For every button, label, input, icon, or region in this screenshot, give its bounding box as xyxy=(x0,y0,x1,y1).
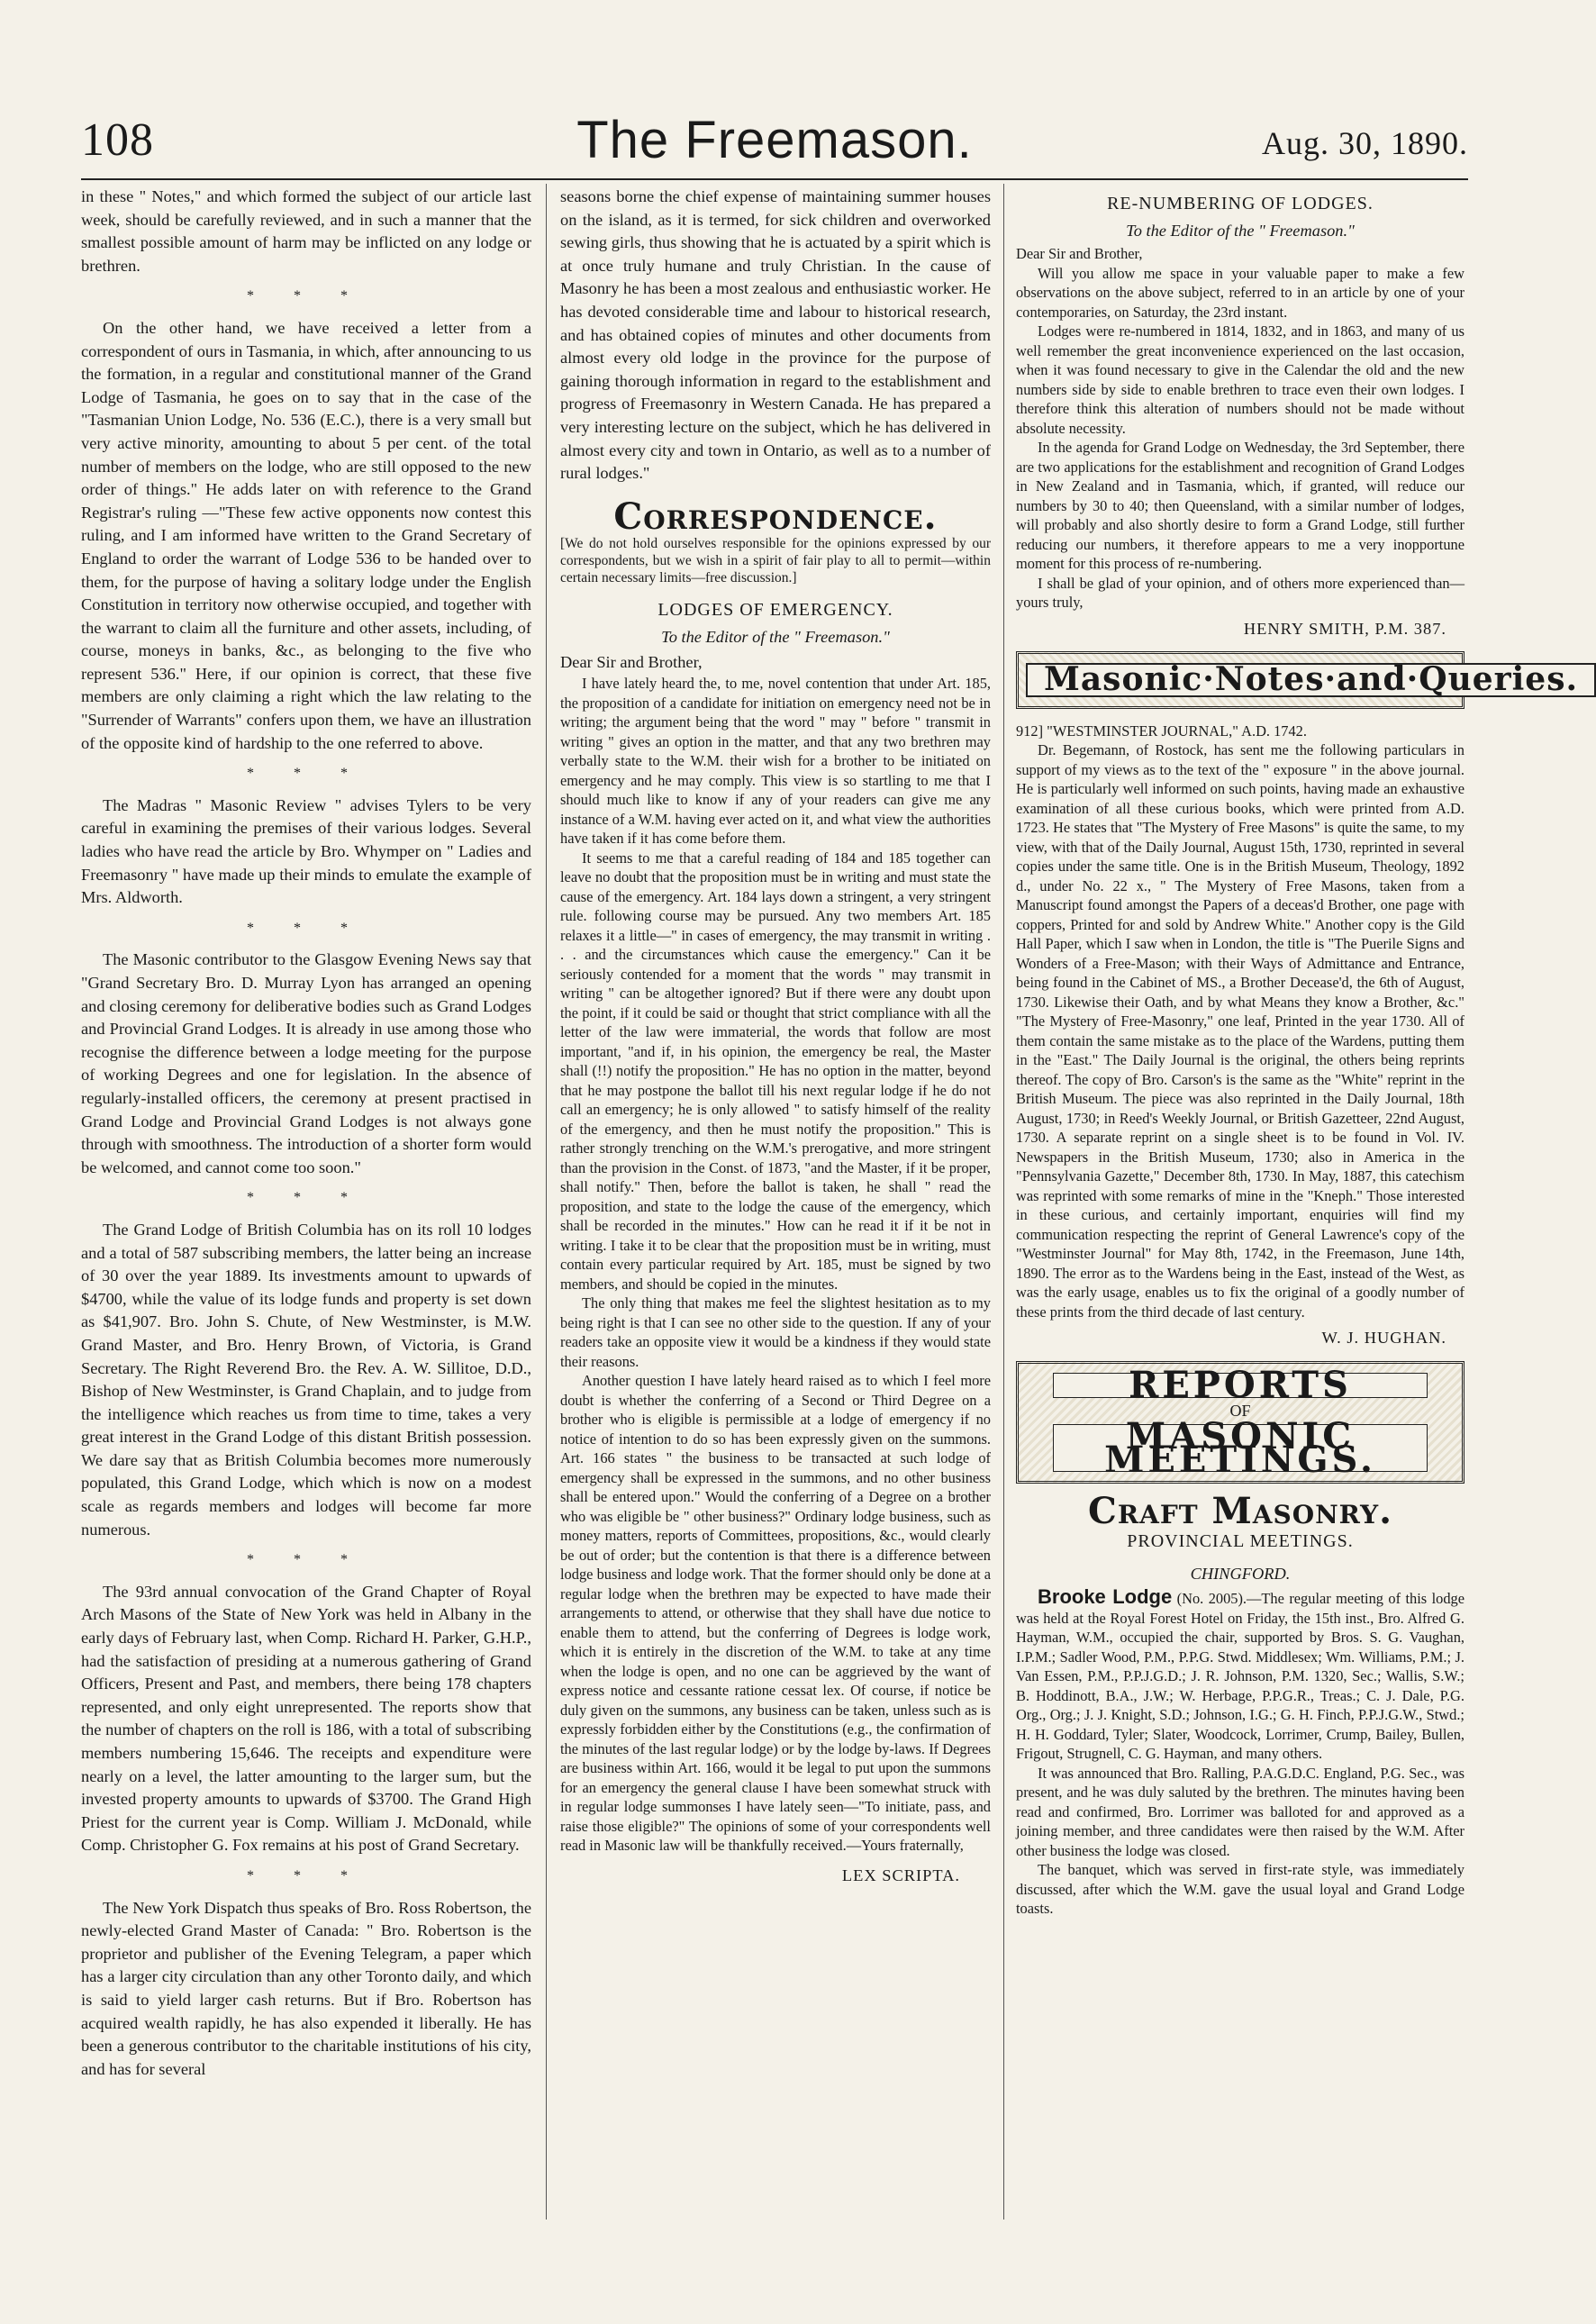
paragraph: The Madras " Masonic Review " advises Tylers to be very careful in examining the premises of their various lodges. Several ladies who have read the article by Bro. Whymper on " Ladies and Freemasonry " have made up their minds to emulate the example of Mrs. Aldworth. xyxy=(81,795,531,907)
query-title: 912] "WESTMINSTER JOURNAL," A.D. 1742. xyxy=(1016,722,1307,740)
paragraph: The New York Dispatch thus speaks of Bro. Ross Robertson, the newly-elected Grand Master of Canada: " Bro. Robertson is the proprietor and publisher of the Evening Telegram, a paper which has a larger city circulation than any other Toronto daily, and which is said to yield larger cash returns. But if Bro. Robertson has acquired wealth rapidly, he has also expended it liberally. He has been a generous contributor to the charitable institutions of his city, and has for several xyxy=(81,1898,531,2078)
masonic-notes-queries-banner xyxy=(1016,651,1578,709)
letter-signature: LEX SCRIPTA. xyxy=(841,1866,960,1884)
paragraph: Another question I have lately heard raised as to which I feel more doubt is whether the conferring of a Second or Third Degree on a brother who is eligible is permissible at a lodge of emergency if no notice of intention to do so has been expressly given on the summons. Art. 166 states " the business to be transacted at such lodge of emergency shall be expressed in the summons, and no other business shall be entered upon." Would the conferring of a Degree on a brother who was eligible be " other business?" Ordinary lodge business, such as money matters, reports of Committees, propositions, &c., would clearly be out of order; but the contention is that there is a difference between lodge business and lodge work. That the former should only be done at a regular lodge when the brethren may be expected to have made their arrangements to attend, or otherwise that they shall have due notice to enable them to attend, but the conferring of Degrees is lodge work, which it is entirely in the discretion of the W.M. to take at any time when the lodge is open, and no one can be aggrieved by the want of express notice and cessante ratione cessat lex. Of course, if notice be duly given on the summons, any business can be taken, unless such as is expressly forbidden either by the Constitutions (e.g., the confirmation of the minutes of the last regular lodge) or by the lodge by-laws. If Degrees are business within Art. 166, would it be legal to put upon the summons for an emergency the general clause I have been somewhat struck with in regular lodge summonses I have lately seen—"To initiate, pass, and raise those eligible?" The opinions of some of your correspondents well read in Masonic law will be thankfully received.—Yours fraternally, xyxy=(560,1372,991,1855)
column-divider xyxy=(1003,184,1004,2220)
paragraph: In the agenda for Grand Lodge on Wednesday, the 3rd September, there are two applications for the establishment and recognition of Grand Lodges in New Zealand and in Tasmania, which, if granted, will reduce our numbers by 30 to 40; then Queensland, with a similar number of lodges, will probably and also shortly desire to form a Grand Lodge, still further reducing our numbers, it therefore appears to me a very inopportune moment for this process of re-numbering. xyxy=(1016,439,1465,573)
column-1 xyxy=(81,186,531,2216)
letter-title: LODGES OF EMERGENCY. xyxy=(657,600,893,621)
banner-line: OF xyxy=(1229,1401,1251,1420)
salutation: Dear Sir and Brother, xyxy=(560,652,703,671)
section-title-correspondence: Correspondence. xyxy=(613,495,938,538)
page-number: 108 xyxy=(81,114,154,166)
section-title-craft-masonry: Craft Masonry. xyxy=(1088,1490,1392,1533)
paragraph: The Masonic contributor to the Glasgow Evening News say that "Grand Secretary Bro. D. Murray Lyon has arranged an opening and closing ceremony for deliberative bodies such as Grand Lodges and Provincial Grand Lodges. It is already in use among those who recognise the difference between a lodge meeting for the purpose of working Degrees and one for legislation. In the absence of regularly-installed officers, the ceremony at present practised in Grand Lodge and Provincial Grand Lodges is not always gone through with smoothness. The introduction of a shorter form would be welcomed, and cannot come too soon." xyxy=(81,950,531,1176)
section-separator: * * * xyxy=(247,288,366,304)
paragraph: I have lately heard the, to me, novel contention that under Art. 185, the proposition of a candidate for initiation on emergency need not be in writing; the argument being that the word " may " before " transmit in writing " gives an option in the matter, and that any two brethren may verbally state to the W.M. their wish for a brother to be initiated on emergency and he may comply. This view is so startling to me that I should much like to know if any of your readers can give me any instance of a W.M. having ever acted on it, and what view the authorities have taken if it has come before them. xyxy=(560,675,991,848)
paragraph: The only thing that makes me feel the slightest hesitation as to my being right is that I can see no other side to the question. If any of your readers take an opposite view it would be a kindness if they would state their reasons. xyxy=(560,1294,991,1370)
banner-line: MASONIC MEETINGS. xyxy=(1053,1424,1428,1472)
column-2 xyxy=(560,186,991,2216)
section-separator: * * * xyxy=(247,766,366,782)
paragraph: On the other hand, we have received a letter from a correspondent of ours in Tasmania, in which, after announcing to us the formation, in a regular and constitutional manner of the Grand Lodge of Tasmania, he goes on to say that in the case of the "Tasmanian Union Lodge, No. 536 (E.C.), there is a very small but very active minority, amounting to about 5 per cent. of the total number of members on the lodge, who are still opposed to the new order of things." He adds later on with reference to the Grand Registrar's ruling —"These few active opponents now contest this ruling, and I am informed have written to the Grand Secretary of England to order the warrant of Lodge 536 to be handed over to them, for the purpose of having a solitary lodge under the English Constitution in territory now otherwise occupied, and together with the warrant to claim all the furniture and other assets, including, of course, moneys in banks, &c., as belonging to the five who represent 536." Here, if our opinion is correct, that these five members are only claiming a right which the law relating to the "Surrender of Warrants" confers upon them, we have an illustration of the opposite kind of hardship to the one referred to above. xyxy=(81,318,531,752)
paragraph: It seems to me that a careful reading of 184 and 185 together can leave no doubt that the proposition must be in writing and must state the cause of the emergency. Art. 184 lays down a stringent, a very stringent rule. following course may be pursued. Any two members Art. 185 relaxes it a little—" in cases of emergency, the may transmit in writing . . . and the circumstances which cause the emergency." Can it be seriously contended for a moment that the words " may transmit in writing " can be altogether ignored? But if there were any doubt upon the point, if it could be said or thought that strict compliance with all the letter of the law were immaterial, the words that follow are most important, "and if, in his opinion, the emergency be real, the Master shall (!!) notify the proposition." He has no option in the matter, beyond that he may postpone the ballot till his next regular lodge if he do not call an emergency; he is only allowed " to satisfy himself of the reality of the emergency, and then he must notify the proposition." This is rather strongly trenching on the W.M.'s prerogative, and more stringent than the provision in the Const. of 1873, "and the Master, if it be proper, shall notify." Then, before the ballot is taken, he shall " read the proposition, and state to the lodge the cause of the emergency, which shall be recorded in the minutes." How can he read it if it be not in writing. I take it to be clear that the proposition must be in writing, must contain every particular required by Art. 185, must be signed by two members, and should be copied in the minutes. xyxy=(560,849,991,1293)
page-header xyxy=(81,106,1468,178)
reports-banner xyxy=(1016,1361,1465,1484)
paragraph: The banquet, which was served in first-rate style, was immediately discussed, after which the W.M. gave the usual loyal and Grand Lodge toasts. xyxy=(1016,1861,1465,1918)
article-signature: W. J. HUGHAN. xyxy=(1321,1329,1446,1348)
paragraph: in these " Notes," and which formed the subject of our article last week, should be carefully reviewed, and in such a manner that the smallest possible amount of harm may be inflicted on any lodge or brethren. xyxy=(81,187,531,275)
header-rule xyxy=(81,178,1468,180)
section-separator: * * * xyxy=(247,1867,366,1884)
paragraph: seasons borne the chief expense of maintaining summer houses on the island, as it is termed, for sick children and overworked sewing girls, thus showing that he is actuated by a spirit which is at once truly humane and truly Christian. In the cause of Masonry he has been a most zealous and enthusiastic worker. He has devoted considerable time and labour to historical research, and has obtained copies of minutes and other documents from almost every old lodge in the province for the purpose of gaining thorough information in regard to the establishment and progress of Freemasonry in Western Canada. He has prepared a very interesting lecture on the subject, which he has delivered in almost every city and town in Ontario, as well as to a number of rural lodges." xyxy=(560,187,991,483)
section-separator: * * * xyxy=(247,920,366,936)
letter-addressee: To the Editor of the " Freemason." xyxy=(1126,221,1355,240)
paragraph: The 93rd annual convocation of the Grand Chapter of Royal Arch Masons of the State of New York was held in Albany in the early days of February last, when Comp. Richard H. Parker, G.H.P., had the satisfaction of presiding at a numerous gathering of Grand Officers, Present and Past, and members, there being 178 chapters represented, and only eight unrepresented. The reports show that the number of chapters on the roll is 186, with a total of subscribing members numbering 15,646. The receipts and expenditure were nearly on a level, the latter amounting to the larger sum, but the invested property amounts to upwards of $3700. The Grand High Priest for the current year is Comp. William J. McDonald, while Comp. Christopher G. Fox remains at his post of Grand Secretary. xyxy=(81,1582,531,1855)
banner-text: Masonic·Notes·and·Queries. xyxy=(1026,663,1596,697)
place-heading: CHINGFORD. xyxy=(1190,1564,1291,1583)
letter-title: RE-NUMBERING OF LODGES. xyxy=(1107,194,1374,213)
banner-line: REPORTS xyxy=(1053,1373,1428,1398)
column-divider xyxy=(546,184,547,2220)
paragraph: Will you allow me space in your valuable paper to make a few observations on the above subject, referred to in an article by one of your contemporaries, on Saturday, the 23rd instant. xyxy=(1016,264,1465,321)
letter-addressee: To the Editor of the " Freemason." xyxy=(661,627,890,646)
lodge-report xyxy=(1016,1587,1465,1764)
editorial-note: [We do not hold ourselves responsible for the opinions expressed by our correspondents, but we wish in a spirit of fair play to all to permit—within certain necessary limits—free discussion.] xyxy=(560,536,991,586)
paragraph: Lodges were re-numbered in 1814, 1832, and in 1863, and many of us well remember the great inconvenience experienced on the last occasion, when it was found necessary to give in the Calendar the old and the new numbers side by side to enable brethren to trace even their own lodges. I therefore think this alteration of numbers should not be made without absolute necessity. xyxy=(1016,322,1465,437)
masthead-title: The Freemason. xyxy=(576,111,973,169)
paragraph: The Grand Lodge of British Columbia has on its roll 10 lodges and a total of 587 subscribing members, the latter being an increase of 30 over the year 1889. Its investments amount to upwards of $4700, while the value of its lodge funds and property is set down as $41,907. Bro. John S. Chute, of New Westminster, is M.W. Grand Master, and Bro. Henry Brown, of Victoria, is Grand Secretary. The Right Reverend Bro. the Rev. A. W. Sillitoe, D.D., Bishop of New Westminster, is Grand Chaplain, and to judge from the intelligence which reaches us from time to time, takes a very great interest in the Grand Lodge of this distant British possession. We dare say that as British Columbia becomes more numerously populated, this Grand Lodge, which which is now on a modest scale as regards members and lodges will become far more numerous. xyxy=(81,1220,531,1539)
letter-signature: HENRY SMITH, P.M. 387. xyxy=(1243,619,1446,638)
issue-date: Aug. 30, 1890. xyxy=(1262,125,1468,161)
column-3 xyxy=(1016,186,1578,2216)
section-separator: * * * xyxy=(247,1190,366,1206)
section-separator: * * * xyxy=(247,1552,366,1568)
paragraph: It was announced that Bro. Ralling, P.A.G.D.C. England, P.G. Sec., was present, and he was duly saluted by the brethren. The minutes having been read and confirmed, Bro. Lorrimer was balloted for and approved as a joining member, and three candidates were then raised by the W.M. After other business the lodge was closed. xyxy=(1016,1764,1465,1859)
paragraph: Dr. Begemann, of Rostock, has sent me the following particulars in support of my views as to the text of the " exposure " in the above journal. He is particularly well informed on such points, having made an exhaustive examination of all these curious books, which were printed from A.D. 1723. He states that "The Mystery of Free Masons" is quite the same, to my view, with that of the Daily Journal, August 15th, 1730, reprinted in several copies under the same title. One is in the British Museum, Theology, 1892 d., under No. 22 x., " The Mystery of Free Masons, taken from a Manuscript found amongst the Papers of a deceas'd Brother, one page with coppers, Printed for and sold by Andrew White." Another copy is the Gild Hall Paper, which I saw when in London, the title is "The Puerile Signs and Wonders of a Free-Mason; with their Ways of Admittance and Entrance, being found in the Cabinet of MS., a Brother Decease'd, the 6th of August, 1730. Likewise their Oath, and by what Means they know a Brother, &c." "The Mystery of Free-Masonry," one leaf, Printed in the year 1730. All of them contain the same mistake as to the place of the Wardens, putting them in the "East." The Daily Journal is the original, the others being reprints thereof. The copy of Bro. Carson's is the same as the "White" reprint in the British Museum. The piece was also reprinted in the Daily Journal, 18th August, 1730; in Reed's Weekly Journal, or British Gazetteer, 22nd August, 1730. A separate reprint on a single sheet is to be found in Vol. IV. Newspapers in the British Museum, 1730; also in America in the "Pennsylvania Gazette," December 8th, 1730. In May, 1887, this catechism was reprinted with some remarks of mine in the "Kneph." Those interested in these curious, and certainly important, enquiries will find my communication respecting the reprint of General Lawrence's copy of the "Westminster Journal" for May 8th, 1742, in the Freemason, June 14th, 1890. The error as to the Wardens being in the East, instead of the West, as was the early usage, enables us to fix the original of a goodly number of these prints from the third decade of last century. xyxy=(1016,741,1465,1321)
salutation: Dear Sir and Brother, xyxy=(1016,245,1143,263)
subsection-title: PROVINCIAL MEETINGS. xyxy=(1127,1530,1354,1551)
lodge-report-text: (No. 2005).—The regular meeting of this lodge was held at the Royal Forest Hotel on Friday, the 15th inst., Bro. Alfred G. Hayman, W.M., occupied the chair, supported by Bros. S. G. Vaughan, I.P.M.; Sadler Wood, P.M., P.P.G. Stwd. Middlesex; Wm. Williams, P.M.; J. Van Essen, P.M., P.P.J.G.D.; J. R. Johnson, P.M. 1320, Sec.; Wallis, S.W.; B. Hoddinott, B.A., J.W.; W. Herbage, P.P.G.R., Treas.; C. J. Dale, P.G. Org., Org.; J. J. Knight, S.D.; Johnson, I.G.; G. H. Finch, P.P.J.G.W., Stwd.; H. H. Goddard, Tyler; Slater, Woodcock, Lorrimer, Crump, Bailey, Bullen, Frigout, Strugnell, C. G. Hayman, and many others. xyxy=(1016,1590,1465,1763)
paragraph: I shall be glad of your opinion, and of others more experienced than—yours truly, xyxy=(1016,574,1465,612)
lodge-name: Brooke Lodge xyxy=(1038,1585,1173,1609)
